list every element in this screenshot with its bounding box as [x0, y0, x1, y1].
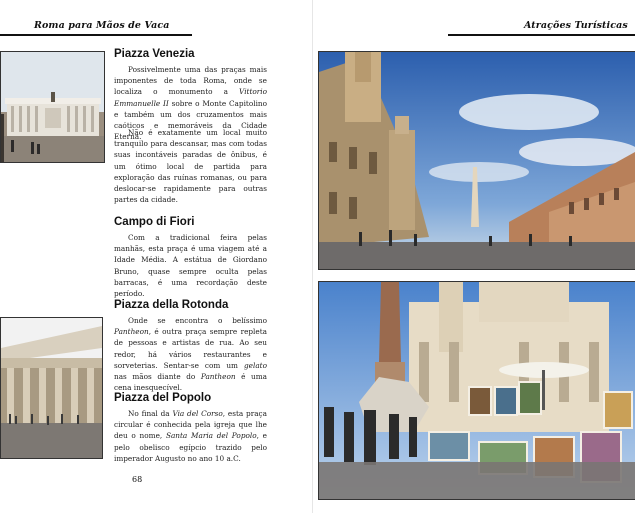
- right-running-header: Atrações Turísticas: [524, 20, 628, 31]
- section-text-piazza-venezia-1: Possivelmente uma das praças mais imponentes de toda Roma, onde se localiza o monumento a Vittorio Emmanuelle II sobre o Monte Capitolino e também um dos cruzamentos mais caóticos e memoráveis da Cidade Eterna.: [114, 65, 268, 142]
- section-text-piazza-del-popolo: No final da Via del Corso, esta praça circular é conhecida pela igreja que lhe deu o nome, Santa Maria del Popolo, e pelo obelisco egípcio trazido pelo imperador Augusto no ano 10 a.C.: [114, 409, 267, 463]
- section-title-campo-di-fiori: Campo di Fiori: [114, 216, 195, 228]
- photo-artists-fountain: [318, 281, 635, 500]
- left-header-rule: [0, 34, 192, 36]
- right-header-rule: [448, 34, 635, 36]
- section-title-piazza-del-popolo: Piazza del Popolo: [114, 392, 212, 404]
- section-title-piazza-della-rotonda: Piazza della Rotonda: [114, 299, 229, 311]
- photo-vittoriano: [0, 51, 105, 163]
- page-number: 68: [132, 475, 143, 484]
- photo-piazza-navona: [318, 51, 635, 270]
- section-text-piazza-venezia-2: Não é exatamente um local muito tranquilo para descansar, mas com todas suas incontáveis paradas de ônibus, é um ótimo local de partida para exploração das ruínas romanas, ou para deslocar-se rapidamente para outras partes da cidade.: [114, 128, 267, 205]
- left-running-header: Roma para Mãos de Vaca: [34, 20, 170, 31]
- page-gutter: [312, 0, 313, 513]
- section-title-piazza-venezia: Piazza Venezia: [114, 48, 195, 60]
- photo-pantheon: [0, 317, 103, 459]
- section-text-piazza-della-rotonda: Onde se encontra o belíssimo Pantheon, é outra praça sempre repleta de pessoas e artistas de rua. Ao seu redor, há vários restaurantes e sorveterias. Sentar-se com um gelato nas mãos diante do Pantheon é uma cena inesquecível.: [114, 316, 267, 393]
- section-text-campo-di-fiori: Com a tradicional feira pelas manhãs, esta praça é uma viagem até a Idade Média. A estátua de Giordano Bruno, quase sempre oculta pelas barracas, é uma recordação deste período.: [114, 233, 267, 299]
